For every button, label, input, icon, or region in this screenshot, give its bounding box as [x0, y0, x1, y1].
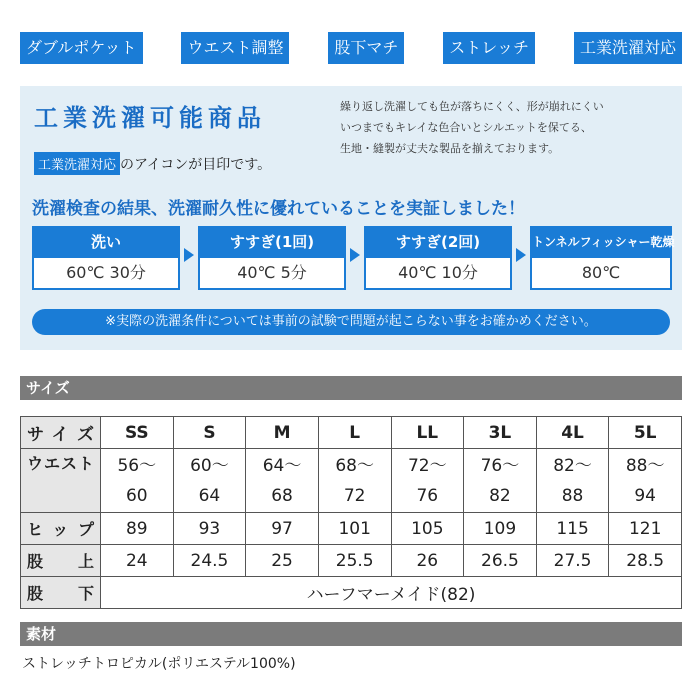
waist-min: 60～	[190, 455, 229, 476]
waist-max: 94	[634, 485, 656, 506]
hip-cell: 121	[609, 513, 682, 545]
wash-badge-suffix: のアイコンが目印です。	[120, 157, 272, 173]
size-col-m: M	[246, 417, 319, 449]
feature-tag-stretch: ストレッチ	[443, 32, 535, 64]
size-col-ss: SS	[101, 417, 174, 449]
rise-cell: 26.5	[464, 545, 537, 577]
arrow-right-icon	[516, 248, 526, 262]
hip-cell: 89	[101, 513, 174, 545]
waist-min: 82～	[553, 455, 592, 476]
waist-min: 68～	[335, 455, 374, 476]
wash-step-value: 40℃ 5分	[237, 263, 307, 282]
material-section-header: 素材	[20, 622, 682, 646]
hip-cell: 101	[318, 513, 391, 545]
hip-cell: 93	[173, 513, 246, 545]
waist-cell	[609, 449, 682, 513]
hip-cell: 115	[536, 513, 609, 545]
wash-note-line: 繰り返し洗濯しても色が落ちにくく、形が崩れにくい	[340, 100, 604, 113]
waist-min: 64～	[262, 455, 302, 476]
waist-max: 64	[198, 485, 221, 506]
waist-cell	[173, 449, 246, 513]
wash-step-rinse-2	[364, 226, 512, 290]
waist-max: 68	[271, 485, 293, 506]
wash-step-rinse-1	[198, 226, 346, 290]
wash-badge-row	[34, 152, 271, 175]
waist-cell	[101, 449, 174, 513]
waist-min: 76～	[480, 455, 520, 476]
rise-cell: 27.5	[536, 545, 609, 577]
wash-badge: 工業洗濯対応	[34, 152, 120, 175]
size-col-4l: 4L	[536, 417, 609, 449]
waist-max: 82	[489, 485, 511, 506]
rise-cell: 25.5	[318, 545, 391, 577]
size-header-row	[21, 417, 682, 449]
feature-tags	[20, 32, 682, 64]
waist-min: 72～	[407, 455, 447, 476]
wash-subtitle: 洗濯検査の結果、洗濯耐久性に優れていることを実証しました！	[32, 199, 525, 219]
rise-cell: 24.5	[173, 545, 246, 577]
rise-label: 股上	[21, 545, 101, 577]
wash-notice: ※実際の洗濯条件については事前の試験で問題が起こらない事をお確かめください。	[32, 309, 670, 335]
rise-row	[21, 545, 682, 577]
feature-tag-waist-adjust: ウエスト調整	[181, 32, 289, 64]
waist-cell	[391, 449, 464, 513]
material-text: ストレッチトロピカル(ポリエステル100%)	[22, 656, 296, 672]
size-table	[20, 416, 682, 609]
size-section-header: サイズ	[20, 376, 682, 400]
wash-step-name: すすぎ(2回)	[366, 228, 510, 258]
arrow-right-icon	[184, 248, 194, 262]
size-col-l: L	[318, 417, 391, 449]
rise-cell: 25	[246, 545, 319, 577]
rise-cell: 26	[391, 545, 464, 577]
industrial-wash-panel	[20, 86, 682, 350]
wash-step-value: 80℃	[581, 263, 621, 282]
waist-max: 72	[343, 485, 366, 506]
hip-cell: 105	[391, 513, 464, 545]
wash-step-wash	[32, 226, 180, 290]
size-col-ll: LL	[391, 417, 464, 449]
wash-panel-title: 工業洗濯可能商品	[34, 104, 266, 132]
waist-row	[21, 449, 682, 513]
size-label: サイズ	[21, 417, 101, 449]
waist-cell	[246, 449, 319, 513]
hip-cell: 109	[464, 513, 537, 545]
waist-max: 60	[125, 485, 148, 506]
inseam-row	[21, 577, 682, 609]
size-col-5l: 5L	[609, 417, 682, 449]
wash-step-name: すすぎ(1回)	[200, 228, 344, 258]
wash-note	[340, 96, 680, 159]
wash-step-value: 40℃ 10分	[398, 263, 478, 282]
wash-step-dry	[530, 226, 675, 290]
wash-step-name: 洗い	[34, 228, 178, 258]
size-col-3l: 3L	[464, 417, 537, 449]
wash-note-line: 生地・縫製が丈夫な製品を揃えております。	[340, 142, 560, 155]
feature-tag-double-pocket: ダブルポケット	[20, 32, 143, 64]
inseam-label: 股下	[21, 577, 101, 609]
feature-tag-gusset: 股下マチ	[328, 32, 404, 64]
rise-cell: 28.5	[609, 545, 682, 577]
wash-step-name: トンネルフィッシャー乾燥	[532, 228, 670, 258]
feature-tag-industrial-wash: 工業洗濯対応	[574, 32, 682, 64]
arrow-right-icon	[350, 248, 360, 262]
wash-steps	[32, 226, 675, 290]
waist-label: ウエスト	[21, 449, 101, 513]
waist-max: 76	[416, 485, 439, 506]
waist-cell	[536, 449, 609, 513]
waist-cell	[318, 449, 391, 513]
hip-cell: 97	[246, 513, 319, 545]
hip-row	[21, 513, 682, 545]
size-col-s: S	[173, 417, 246, 449]
waist-min: 56～	[117, 455, 157, 476]
rise-cell: 24	[101, 545, 174, 577]
wash-note-line: いつまでもキレイな色合いとシルエットを保てる、	[340, 121, 592, 134]
waist-cell	[464, 449, 537, 513]
waist-min: 88～	[625, 455, 665, 476]
waist-max: 88	[561, 485, 584, 506]
wash-step-value: 60℃ 30分	[66, 263, 146, 282]
hip-label: ヒップ	[21, 513, 101, 545]
inseam-cell: ハーフマーメイド(82)	[101, 577, 682, 609]
